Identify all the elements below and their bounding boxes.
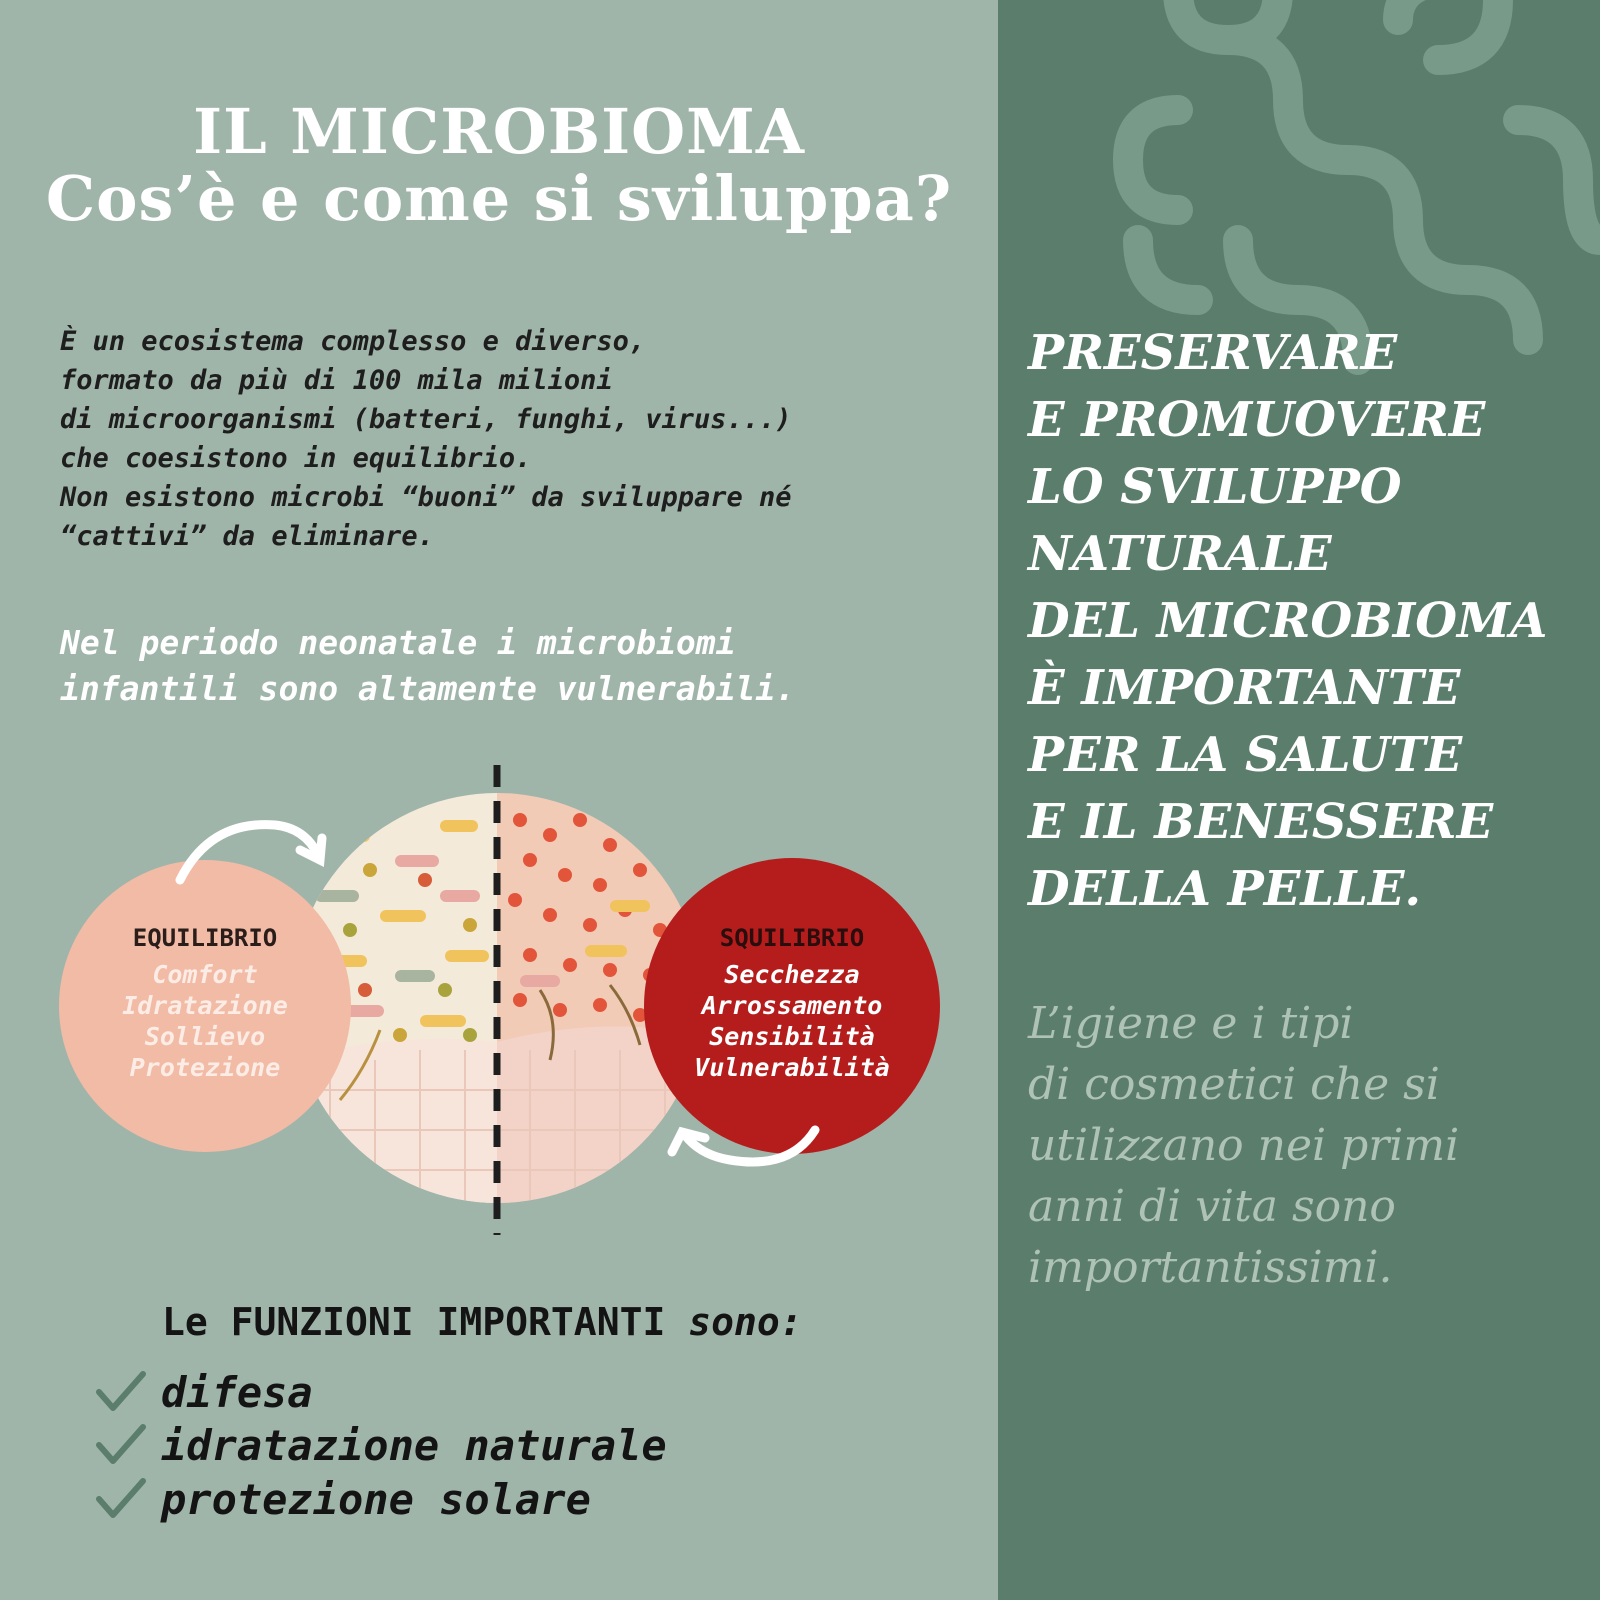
- intro-line: Non esistono microbi “buoni” da sviluppare né: [60, 482, 792, 513]
- headline-line: E IL BENESSERE: [1028, 794, 1494, 850]
- headline: [1028, 320, 1598, 923]
- headline-line: NATURALE: [1028, 526, 1332, 582]
- microbiome-diagram: [0, 760, 998, 1240]
- check-icon: [95, 1370, 147, 1414]
- equilibrio-item: Idratazione: [122, 991, 288, 1020]
- note-line: anni di vita sono: [1028, 1181, 1396, 1232]
- squilibrio-item: Secchezza: [724, 960, 860, 989]
- check-icon: [95, 1423, 147, 1467]
- headline-line: È IMPORTANTE: [1028, 660, 1461, 716]
- note-line: L’igiene e i tipi: [1028, 998, 1354, 1049]
- check-icon: [95, 1477, 147, 1521]
- equilibrio-item: Sollievo: [144, 1022, 266, 1051]
- neonatal-line: Nel periodo neonatale i microbiomi: [60, 623, 736, 662]
- headline-line: PER LA SALUTE: [1028, 727, 1463, 783]
- page-subtitle: Cos’è e come si sviluppa?: [45, 162, 953, 235]
- function-label: idratazione naturale: [161, 1420, 667, 1470]
- headline-line: PRESERVARE: [1028, 325, 1398, 381]
- intro-line: È un ecosistema complesso e diverso,: [60, 326, 646, 357]
- neonatal-line: infantili sono altamente vulnerabili.: [60, 669, 796, 708]
- note-line: di cosmetici che si: [1028, 1059, 1440, 1110]
- right-panel: [998, 0, 1600, 1600]
- function-list-item: [95, 1367, 313, 1417]
- squilibrio-item: Sensibilità: [709, 1022, 875, 1051]
- squilibrio-title: SQUILIBRIO: [719, 924, 865, 952]
- equilibrio-title: EQUILIBRIO: [132, 924, 278, 952]
- hygiene-note: [1028, 993, 1588, 1298]
- headline-line: LO SVILUPPO: [1028, 459, 1402, 515]
- function-label: difesa: [161, 1367, 313, 1417]
- neonatal-statement: [60, 620, 980, 712]
- note-line: importantissimi.: [1028, 1242, 1393, 1293]
- headline-line: DEL MICROBIOMA: [1028, 593, 1548, 649]
- headline-line: E PROMUOVERE: [1028, 392, 1486, 448]
- intro-paragraph: [60, 322, 980, 556]
- intro-line: formato da più di 100 mila milioni: [60, 365, 613, 396]
- squilibrio-item: Arrossamento: [701, 991, 883, 1020]
- equilibrio-item: Comfort: [152, 960, 258, 989]
- equilibrio-item: Protezione: [129, 1053, 281, 1082]
- functions-prefix: Le: [162, 1300, 231, 1344]
- functions-emphasis: FUNZIONI IMPORTANTI: [230, 1300, 666, 1344]
- intro-line: “cattivi” da eliminare.: [60, 521, 434, 552]
- function-list-item: [95, 1474, 591, 1524]
- headline-line: DELLA PELLE.: [1028, 861, 1422, 917]
- note-line: utilizzano nei primi: [1028, 1120, 1460, 1171]
- intro-line: di microorganismi (batteri, funghi, virus...): [60, 404, 792, 435]
- functions-heading: [162, 1300, 803, 1344]
- functions-suffix: sono:: [665, 1300, 803, 1344]
- page-title: IL MICROBIOMA: [193, 95, 805, 168]
- intro-line: che coesistono in equilibrio.: [60, 443, 532, 474]
- function-list-item: [95, 1420, 667, 1470]
- squilibrio-item: Vulnerabilità: [694, 1053, 890, 1082]
- function-label: protezione solare: [161, 1474, 591, 1524]
